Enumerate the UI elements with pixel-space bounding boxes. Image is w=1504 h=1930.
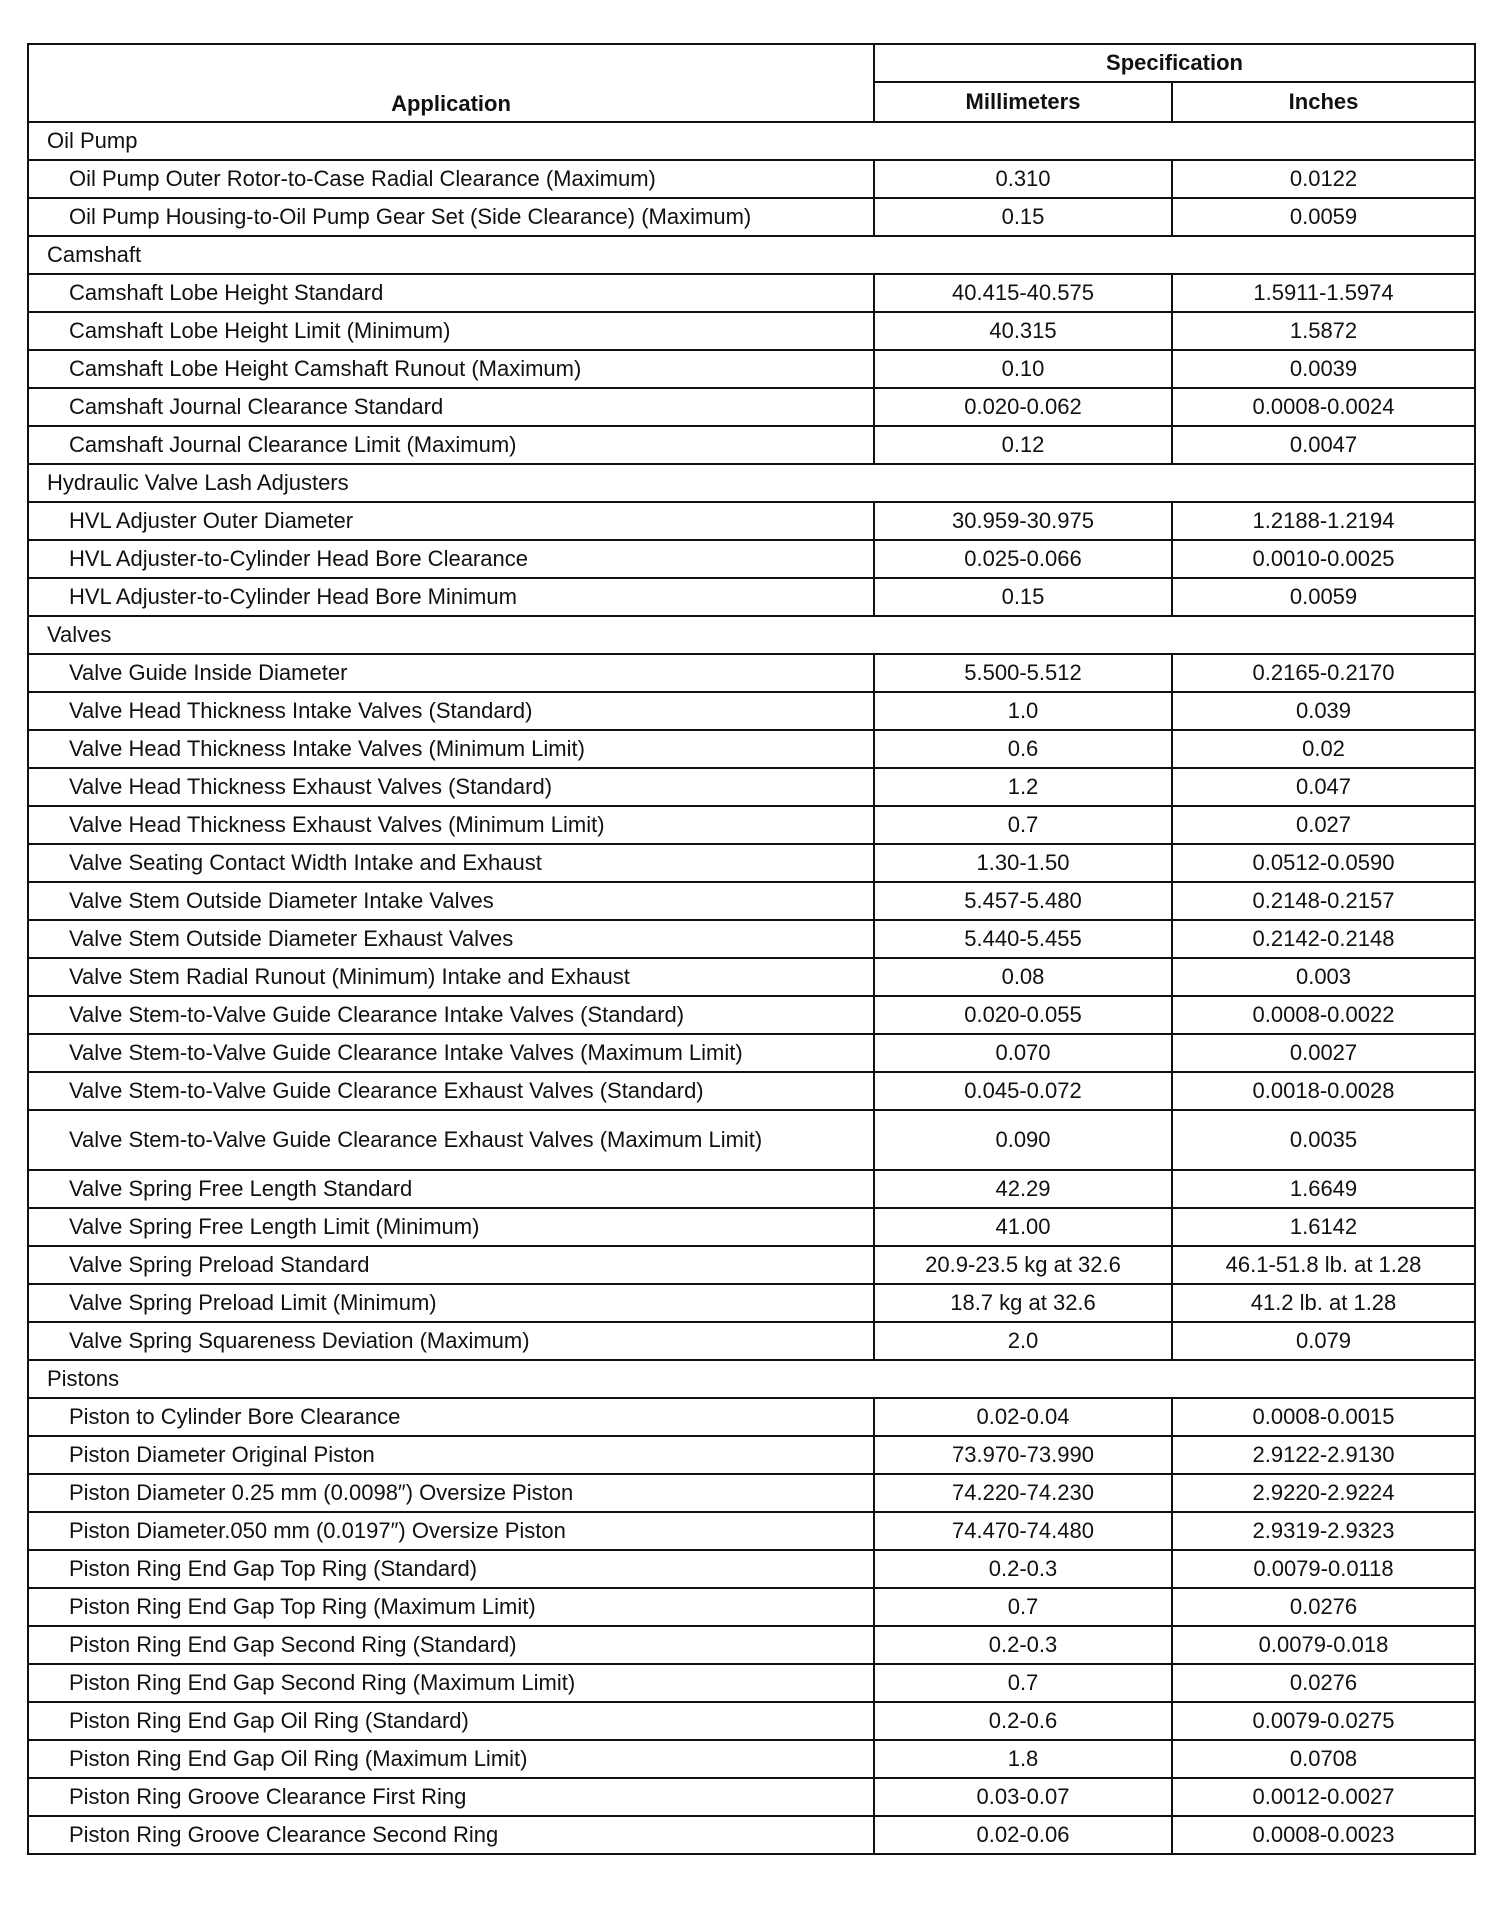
application-cell: Piston Diameter.050 mm (0.0197″) Oversize Piston [28,1512,874,1550]
section-row [28,236,1475,274]
application-cell: HVL Adjuster-to-Cylinder Head Bore Clearance [28,540,874,578]
inches-cell: 0.079 [1172,1322,1475,1360]
inches-cell: 0.0059 [1172,578,1475,616]
section-title: Valves [28,616,1475,654]
table-row [28,160,1475,198]
millimeters-cell: 0.08 [874,958,1172,996]
table-header [28,44,1475,122]
table-row [28,426,1475,464]
application-cell: Piston to Cylinder Bore Clearance [28,1398,874,1436]
section-row [28,464,1475,502]
inches-cell: 41.2 lb. at 1.28 [1172,1284,1475,1322]
millimeters-cell: 0.2-0.3 [874,1626,1172,1664]
millimeters-cell: 74.470-74.480 [874,1512,1172,1550]
millimeters-cell: 0.03-0.07 [874,1778,1172,1816]
inches-cell: 0.0122 [1172,160,1475,198]
inches-cell: 0.0010-0.0025 [1172,540,1475,578]
millimeters-cell: 5.457-5.480 [874,882,1172,920]
inches-cell: 0.0276 [1172,1588,1475,1626]
millimeters-cell: 0.025-0.066 [874,540,1172,578]
table-row [28,844,1475,882]
application-cell: Valve Stem Outside Diameter Intake Valves [28,882,874,920]
inches-cell: 0.0079-0.0275 [1172,1702,1475,1740]
section-row [28,1360,1475,1398]
application-cell: Piston Ring End Gap Oil Ring (Standard) [28,1702,874,1740]
inches-cell: 0.0047 [1172,426,1475,464]
millimeters-cell: 1.0 [874,692,1172,730]
millimeters-cell: 74.220-74.230 [874,1474,1172,1512]
inches-cell: 46.1-51.8 lb. at 1.28 [1172,1246,1475,1284]
application-cell: Oil Pump Outer Rotor-to-Case Radial Clearance (Maximum) [28,160,874,198]
application-cell: Piston Ring Groove Clearance Second Ring [28,1816,874,1854]
table-row [28,882,1475,920]
application-cell: Valve Head Thickness Exhaust Valves (Standard) [28,768,874,806]
application-cell: Camshaft Lobe Height Camshaft Runout (Maximum) [28,350,874,388]
inches-cell: 0.0276 [1172,1664,1475,1702]
table-row [28,1170,1475,1208]
table-row [28,1110,1475,1170]
millimeters-cell: 0.310 [874,160,1172,198]
inches-cell: 0.0708 [1172,1740,1475,1778]
table-row [28,1398,1475,1436]
application-cell: Camshaft Lobe Height Limit (Minimum) [28,312,874,350]
millimeters-cell: 1.30-1.50 [874,844,1172,882]
application-cell: Valve Head Thickness Intake Valves (Minimum Limit) [28,730,874,768]
millimeters-cell: 0.7 [874,1664,1172,1702]
application-cell: Valve Stem Outside Diameter Exhaust Valves [28,920,874,958]
inches-cell: 1.6142 [1172,1208,1475,1246]
millimeters-cell: 30.959-30.975 [874,502,1172,540]
inches-cell: 0.0008-0.0023 [1172,1816,1475,1854]
millimeters-cell: 0.020-0.055 [874,996,1172,1034]
table-row [28,1246,1475,1284]
table-row [28,1626,1475,1664]
inches-cell: 0.2148-0.2157 [1172,882,1475,920]
inches-cell: 0.003 [1172,958,1475,996]
millimeters-cell: 1.8 [874,1740,1172,1778]
table-row [28,996,1475,1034]
table-row [28,578,1475,616]
table-row [28,1208,1475,1246]
application-cell: Valve Seating Contact Width Intake and Exhaust [28,844,874,882]
millimeters-cell: 5.440-5.455 [874,920,1172,958]
inches-cell: 1.5911-1.5974 [1172,274,1475,312]
millimeters-cell: 5.500-5.512 [874,654,1172,692]
inches-cell: 0.2165-0.2170 [1172,654,1475,692]
inches-cell: 0.0008-0.0015 [1172,1398,1475,1436]
inches-cell: 2.9122-2.9130 [1172,1436,1475,1474]
application-cell: Valve Guide Inside Diameter [28,654,874,692]
header-specification: Specification [874,44,1475,82]
millimeters-cell: 41.00 [874,1208,1172,1246]
section-row [28,122,1475,160]
millimeters-cell: 0.090 [874,1110,1172,1170]
inches-cell: 0.0079-0.018 [1172,1626,1475,1664]
millimeters-cell: 1.2 [874,768,1172,806]
millimeters-cell: 0.2-0.6 [874,1702,1172,1740]
application-cell: Valve Stem Radial Runout (Minimum) Intake and Exhaust [28,958,874,996]
table-row [28,1816,1475,1854]
header-millimeters: Millimeters [874,82,1172,122]
application-cell: Valve Stem-to-Valve Guide Clearance Exhaust Valves (Standard) [28,1072,874,1110]
application-cell: HVL Adjuster Outer Diameter [28,502,874,540]
inches-cell: 2.9319-2.9323 [1172,1512,1475,1550]
application-cell: Piston Ring End Gap Top Ring (Maximum Limit) [28,1588,874,1626]
millimeters-cell: 0.045-0.072 [874,1072,1172,1110]
application-cell: HVL Adjuster-to-Cylinder Head Bore Minimum [28,578,874,616]
millimeters-cell: 0.10 [874,350,1172,388]
application-cell: Valve Spring Preload Limit (Minimum) [28,1284,874,1322]
millimeters-cell: 0.15 [874,578,1172,616]
inches-cell: 0.0012-0.0027 [1172,1778,1475,1816]
section-row [28,616,1475,654]
inches-cell: 0.0512-0.0590 [1172,844,1475,882]
millimeters-cell: 0.070 [874,1034,1172,1072]
inches-cell: 0.039 [1172,692,1475,730]
table-row [28,730,1475,768]
table-row [28,1702,1475,1740]
millimeters-cell: 73.970-73.990 [874,1436,1172,1474]
table-row [28,1034,1475,1072]
table-row [28,1284,1475,1322]
inches-cell: 0.2142-0.2148 [1172,920,1475,958]
application-cell: Camshaft Journal Clearance Limit (Maximum) [28,426,874,464]
table-row [28,1664,1475,1702]
millimeters-cell: 0.7 [874,806,1172,844]
table-row [28,692,1475,730]
inches-cell: 0.027 [1172,806,1475,844]
millimeters-cell: 0.12 [874,426,1172,464]
application-cell: Valve Stem-to-Valve Guide Clearance Exhaust Valves (Maximum Limit) [28,1110,874,1170]
table-row [28,806,1475,844]
header-application: Application [28,44,874,122]
table-row [28,1322,1475,1360]
table-row [28,1436,1475,1474]
table-body [28,122,1475,1854]
millimeters-cell: 20.9-23.5 kg at 32.6 [874,1246,1172,1284]
millimeters-cell: 0.02-0.06 [874,1816,1172,1854]
application-cell: Piston Ring End Gap Top Ring (Standard) [28,1550,874,1588]
application-cell: Oil Pump Housing-to-Oil Pump Gear Set (Side Clearance) (Maximum) [28,198,874,236]
millimeters-cell: 40.315 [874,312,1172,350]
application-cell: Valve Head Thickness Intake Valves (Standard) [28,692,874,730]
section-title: Camshaft [28,236,1475,274]
table-row [28,958,1475,996]
application-cell: Camshaft Journal Clearance Standard [28,388,874,426]
table-row [28,1740,1475,1778]
application-cell: Valve Spring Free Length Limit (Minimum) [28,1208,874,1246]
millimeters-cell: 42.29 [874,1170,1172,1208]
table-row [28,198,1475,236]
table-row [28,502,1475,540]
table-row [28,274,1475,312]
millimeters-cell: 0.7 [874,1588,1172,1626]
table-row [28,388,1475,426]
inches-cell: 0.0018-0.0028 [1172,1072,1475,1110]
application-cell: Piston Ring End Gap Oil Ring (Maximum Limit) [28,1740,874,1778]
millimeters-cell: 0.020-0.062 [874,388,1172,426]
table-row [28,540,1475,578]
inches-cell: 0.0008-0.0022 [1172,996,1475,1034]
inches-cell: 2.9220-2.9224 [1172,1474,1475,1512]
table-row [28,1072,1475,1110]
section-title: Oil Pump [28,122,1475,160]
application-cell: Valve Spring Squareness Deviation (Maximum) [28,1322,874,1360]
table-row [28,920,1475,958]
table-row [28,1474,1475,1512]
application-cell: Piston Ring End Gap Second Ring (Standard) [28,1626,874,1664]
inches-cell: 0.0039 [1172,350,1475,388]
application-cell: Piston Diameter 0.25 mm (0.0098″) Oversize Piston [28,1474,874,1512]
table-row [28,654,1475,692]
inches-cell: 0.0035 [1172,1110,1475,1170]
table-row [28,1512,1475,1550]
application-cell: Valve Stem-to-Valve Guide Clearance Intake Valves (Maximum Limit) [28,1034,874,1072]
table-row [28,1778,1475,1816]
application-cell: Piston Ring End Gap Second Ring (Maximum Limit) [28,1664,874,1702]
inches-cell: 0.0059 [1172,198,1475,236]
millimeters-cell: 0.6 [874,730,1172,768]
application-cell: Piston Diameter Original Piston [28,1436,874,1474]
application-cell: Valve Spring Preload Standard [28,1246,874,1284]
inches-cell: 0.0079-0.0118 [1172,1550,1475,1588]
application-cell: Valve Head Thickness Exhaust Valves (Minimum Limit) [28,806,874,844]
spec-table [27,43,1476,1855]
inches-cell: 0.02 [1172,730,1475,768]
section-title: Hydraulic Valve Lash Adjusters [28,464,1475,502]
application-cell: Valve Stem-to-Valve Guide Clearance Intake Valves (Standard) [28,996,874,1034]
millimeters-cell: 0.02-0.04 [874,1398,1172,1436]
inches-cell: 1.2188-1.2194 [1172,502,1475,540]
millimeters-cell: 0.15 [874,198,1172,236]
millimeters-cell: 0.2-0.3 [874,1550,1172,1588]
table-row [28,1588,1475,1626]
inches-cell: 0.0027 [1172,1034,1475,1072]
table-row [28,1550,1475,1588]
table-row [28,312,1475,350]
millimeters-cell: 2.0 [874,1322,1172,1360]
section-title: Pistons [28,1360,1475,1398]
inches-cell: 1.5872 [1172,312,1475,350]
millimeters-cell: 18.7 kg at 32.6 [874,1284,1172,1322]
application-cell: Valve Spring Free Length Standard [28,1170,874,1208]
table-row [28,350,1475,388]
application-cell: Camshaft Lobe Height Standard [28,274,874,312]
application-cell: Piston Ring Groove Clearance First Ring [28,1778,874,1816]
header-inches: Inches [1172,82,1475,122]
table-row [28,768,1475,806]
inches-cell: 1.6649 [1172,1170,1475,1208]
inches-cell: 0.047 [1172,768,1475,806]
millimeters-cell: 40.415-40.575 [874,274,1172,312]
inches-cell: 0.0008-0.0024 [1172,388,1475,426]
